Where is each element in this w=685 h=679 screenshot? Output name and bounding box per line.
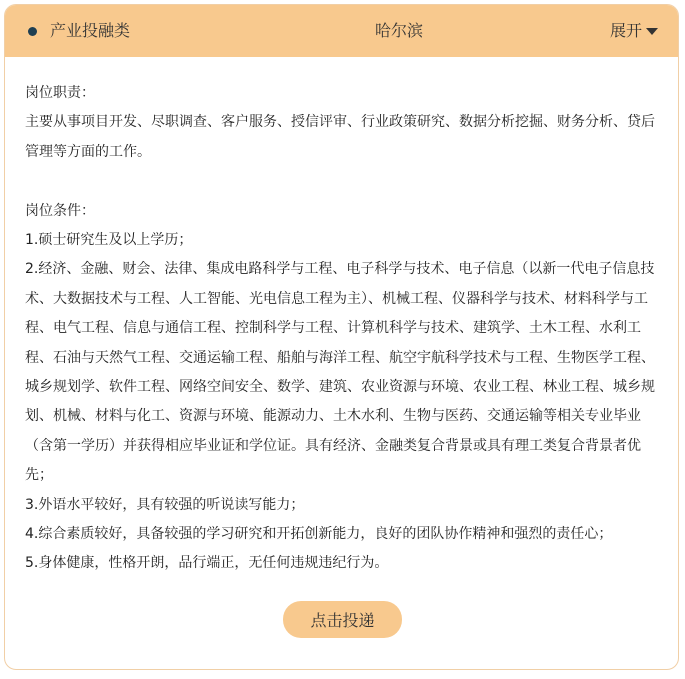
requirement-item: 4.综合素质较好，具备较强的学习研究和开拓创新能力，良好的团队协作精神和强烈的责任心； bbox=[25, 526, 613, 543]
requirement-item: 2.经济、金融、财会、法律、集成电路科学与工程、电子科学与技术、电子信息（以新一代电子信息技术、大数据技术与工程、人工智能、光电信息工程为主）、机械工程、仪器科学与技术、材料科学与工程、电气工程、信息与通信工程、控制科学与工程、计算机科学与技术、建筑学、土木工程、水利工程、石油与天然气工程、交通运输工程、船舶与海洋工程、航空宇航科学技术与工程、生物医学工程、城乡规划学、软件工程、网络空间安全、数学、建筑、农业资源与环境、农业工程、林业工程、城乡规划、机械、材料与化工、资源与环境、能源动力、土木水利、生物与医药、交通运输等相关专业毕业（含第一学历）并获得相应毕业证和学位证。具有经济、金融类复合背景或具有理工类复合背景者优先； bbox=[25, 261, 655, 484]
duties-text: 主要从事项目开发、尽职调查、客户服务、授信评审、行业政策研究、数据分析挖掘、财务分析、贷后管理等方面的工作。 bbox=[25, 114, 655, 160]
requirement-item: 5.身体健康，性格开朗，品行端正，无任何违规违纪行为。 bbox=[25, 555, 389, 572]
apply-button[interactable]: 点击投递 bbox=[283, 601, 402, 638]
requirements-title: 岗位条件： bbox=[25, 202, 95, 219]
job-card bbox=[4, 4, 679, 670]
caret-down-icon bbox=[646, 28, 658, 35]
job-category: 产业投融类 bbox=[50, 21, 131, 40]
requirement-item: 1.硕士研究生及以上学历； bbox=[25, 232, 193, 249]
expand-toggle[interactable] bbox=[610, 19, 658, 43]
duties-title: 岗位职责： bbox=[25, 85, 95, 101]
job-description bbox=[25, 79, 661, 579]
job-card-header[interactable] bbox=[5, 5, 678, 57]
bullet-dot-icon bbox=[28, 27, 37, 36]
section-spacer bbox=[25, 167, 661, 196]
expand-label: 展开 bbox=[609, 21, 642, 40]
requirement-item: 3.外语水平较好，具有较强的听说读写能力； bbox=[25, 496, 305, 513]
job-city: 哈尔滨 bbox=[375, 21, 424, 40]
